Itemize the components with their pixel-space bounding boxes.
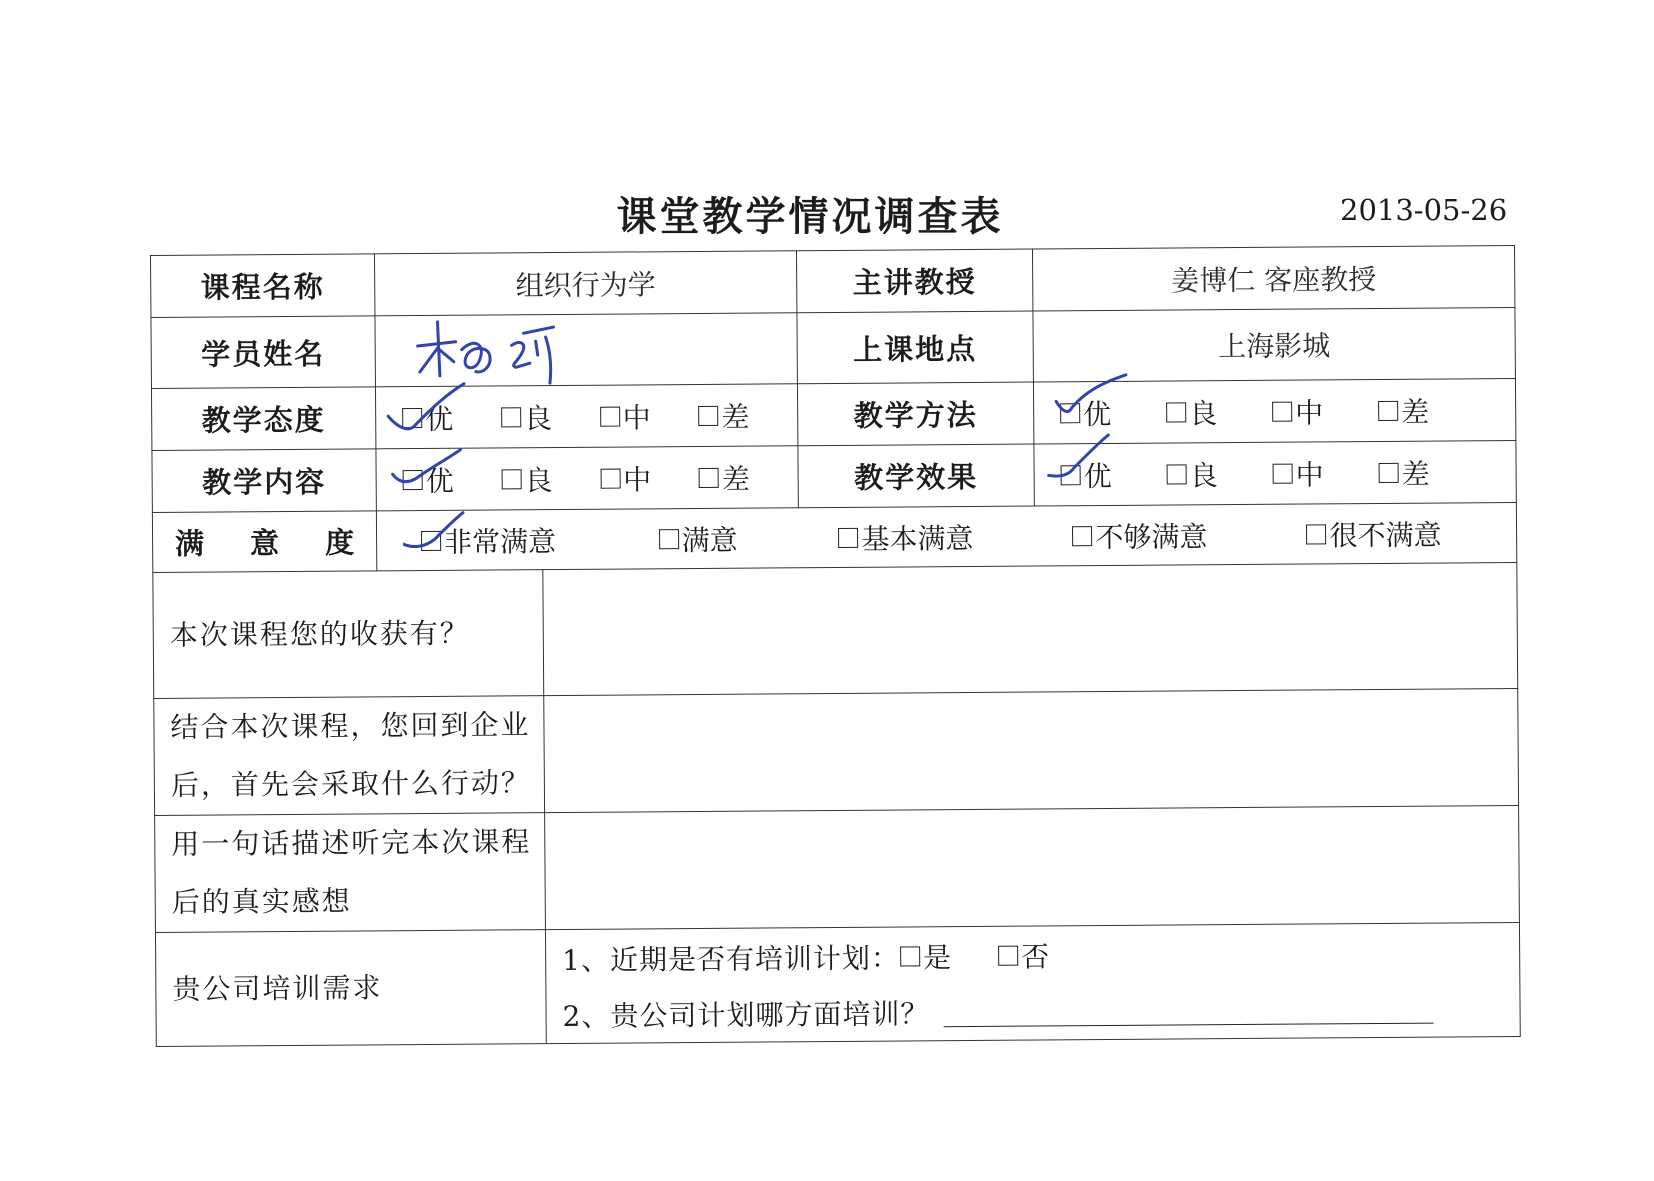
checkbox-icon (501, 407, 521, 427)
course-label: 课程名称 (151, 254, 375, 318)
attitude-options (375, 384, 797, 449)
effect-option-good[interactable]: 良 (1167, 453, 1273, 494)
form-title: 课堂教学情况调查表 (616, 194, 1004, 240)
student-signature (403, 315, 594, 386)
effect-options (1034, 440, 1516, 506)
row-action (154, 688, 1519, 815)
checkbox-icon (421, 530, 441, 550)
lecturer-value: 姜博仁 客座教授 (1032, 245, 1514, 311)
content-option-fair[interactable]: 中 (600, 457, 699, 498)
method-option-poor[interactable]: 差 (1378, 390, 1484, 431)
gain-answer-field[interactable] (543, 562, 1518, 695)
checkbox-icon (600, 406, 620, 426)
feeling-answer-field[interactable] (545, 805, 1520, 929)
attitude-label: 教学态度 (151, 387, 375, 451)
row-gain (153, 562, 1518, 698)
checkbox-icon (900, 946, 920, 966)
location-label: 上课地点 (797, 311, 1034, 384)
satisfaction-options (376, 502, 1516, 570)
feeling-question: 用一句话描述听完本次课程 后的真实感想 (155, 813, 546, 933)
satisfaction-option-satisfied[interactable]: 满意 (659, 518, 805, 559)
checkbox-icon (1166, 402, 1186, 422)
checkbox-icon (1273, 463, 1293, 483)
checkbox-icon (699, 467, 719, 487)
content-option-excellent[interactable]: 优 (403, 459, 502, 500)
method-option-good[interactable]: 良 (1166, 391, 1272, 432)
row-course (151, 245, 1515, 317)
lecturer-label: 主讲教授 (797, 249, 1033, 313)
satisfaction-option-basically-satisfied[interactable]: 基本满意 (838, 516, 1038, 557)
method-option-excellent[interactable]: 优 (1060, 392, 1166, 433)
checkbox-icon (698, 405, 718, 425)
training-needs-cell (545, 922, 1520, 1043)
method-options (1033, 378, 1515, 444)
checkbox-icon (402, 408, 422, 428)
effect-label: 教学效果 (798, 444, 1034, 508)
checkbox-icon (403, 470, 423, 490)
checkbox-icon (1167, 464, 1187, 484)
checkbox-icon (1060, 403, 1080, 423)
effect-option-excellent[interactable]: 优 (1061, 454, 1167, 495)
needs-q2: 2、贵公司计划哪方面培训？ (562, 979, 1519, 1042)
method-label: 教学方法 (797, 382, 1033, 446)
attitude-option-good[interactable]: 良 (501, 396, 600, 437)
checkbox-icon (1061, 465, 1081, 485)
attitude-option-fair[interactable]: 中 (600, 395, 699, 436)
content-options (376, 446, 798, 511)
needs-option-no[interactable]: 否 (998, 935, 1050, 975)
student-name-cell[interactable] (375, 313, 798, 387)
training-needs-label: 贵公司培训需求 (155, 930, 546, 1047)
survey-table (150, 245, 1521, 1047)
survey-sheet (150, 245, 1520, 1047)
satisfaction-option-very-satisfied[interactable]: 非常满意 (421, 519, 625, 560)
training-topic-input[interactable] (943, 993, 1433, 1028)
gain-question: 本次课程您的收获有？ (153, 570, 544, 699)
checkbox-icon (1378, 400, 1398, 420)
row-attitude-method (151, 378, 1515, 450)
checkbox-icon (838, 527, 858, 547)
checkbox-icon (600, 468, 620, 488)
row-student (151, 307, 1515, 388)
row-satisfaction (152, 502, 1516, 572)
checkbox-icon (1306, 524, 1326, 544)
content-label: 教学内容 (152, 449, 376, 513)
method-option-fair[interactable]: 中 (1272, 391, 1378, 432)
checkbox-icon (1272, 401, 1292, 421)
content-option-poor[interactable]: 差 (699, 457, 798, 498)
row-content-effect (152, 440, 1516, 512)
attitude-option-poor[interactable]: 差 (698, 395, 797, 436)
action-answer-field[interactable] (544, 688, 1519, 812)
attitude-option-excellent[interactable]: 优 (402, 397, 501, 438)
effect-option-poor[interactable]: 差 (1378, 452, 1484, 493)
effect-option-fair[interactable]: 中 (1272, 453, 1378, 494)
checkbox-icon (998, 945, 1018, 965)
checkbox-icon (1072, 526, 1092, 546)
student-label: 学员姓名 (151, 316, 376, 389)
action-question: 结合本次课程，您回到企业 后，首先会采取什么行动？ (154, 696, 545, 816)
course-value: 组织行为学 (374, 251, 796, 316)
checkbox-icon (501, 469, 521, 489)
satisfaction-label: 满 意 度 (152, 511, 376, 573)
row-feeling (155, 805, 1520, 932)
content-option-good[interactable]: 良 (501, 458, 600, 499)
row-training-needs (155, 922, 1520, 1046)
needs-option-yes[interactable]: 是 (900, 936, 952, 976)
location-value: 上海影城 (1033, 307, 1516, 382)
satisfaction-option-not-satisfied-enough[interactable]: 不够满意 (1072, 514, 1272, 555)
form-date: 2013-05-26 (1340, 193, 1508, 227)
checkbox-icon (1379, 462, 1399, 482)
checkbox-icon (659, 529, 679, 549)
needs-q1: 1、近期是否有培训计划： 是 否 (562, 923, 1519, 986)
satisfaction-option-very-dissatisfied[interactable]: 很不满意 (1306, 513, 1482, 554)
